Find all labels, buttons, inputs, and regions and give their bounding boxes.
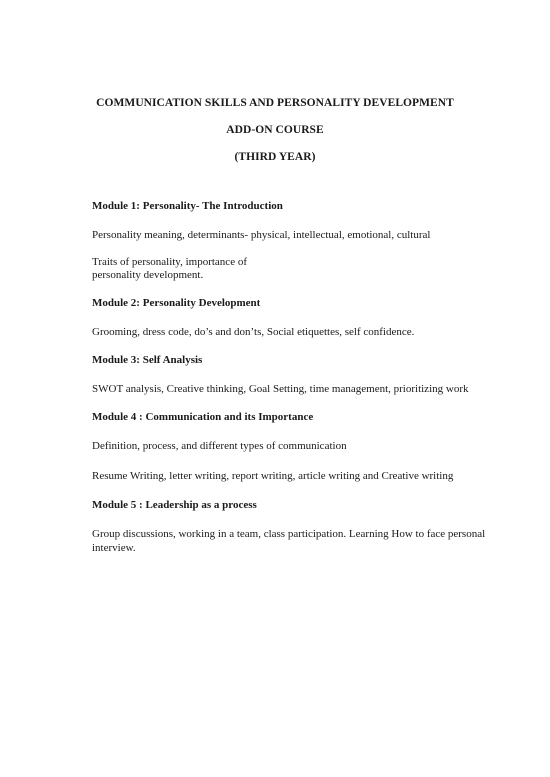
module-1-paragraph-3: personality development. <box>92 269 204 281</box>
module-3-paragraph-1: SWOT analysis, Creative thinking, Goal Setting, time management, prioritizing work <box>92 383 469 395</box>
module-1-paragraph-2: Traits of personality, importance of <box>92 256 247 268</box>
module-2-heading: Module 2: Personality Development <box>92 297 261 309</box>
module-5-heading: Module 5 : Leadership as a process <box>92 499 257 511</box>
module-5-paragraph-2: interview. <box>92 542 136 554</box>
module-1-paragraph-1: Personality meaning, determinants- physical, intellectual, emotional, cultural <box>92 229 431 241</box>
module-5-paragraph-1: Group discussions, working in a team, class participation. Learning How to face personal <box>92 528 486 540</box>
module-2-paragraph-1: Grooming, dress code, do’s and don’ts, Social etiquettes, self confidence. <box>92 326 415 338</box>
module-3-heading: Module 3: Self Analysis <box>92 354 203 366</box>
module-4-paragraph-2: Resume Writing, letter writing, report writing, article writing and Creative writing <box>92 470 454 482</box>
document-title-line-3: (THIRD YEAR) <box>234 151 316 163</box>
document-title-line-1: COMMUNICATION SKILLS AND PERSONALITY DEVELOPMENT <box>96 97 454 109</box>
module-4-heading: Module 4 : Communication and its Importance <box>92 411 314 423</box>
module-4-paragraph-1: Definition, process, and different types of communication <box>92 440 347 452</box>
module-1-heading: Module 1: Personality- The Introduction <box>92 200 283 212</box>
document-title-line-2: ADD-ON COURSE <box>226 124 324 136</box>
